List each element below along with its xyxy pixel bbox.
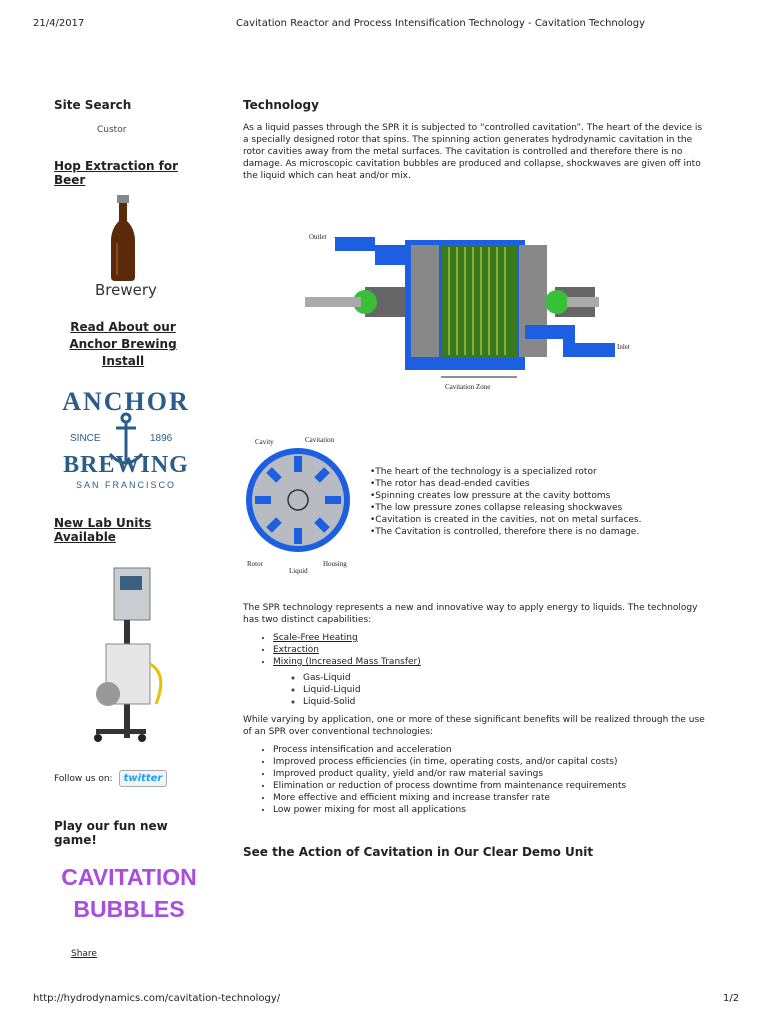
spr-cross-section-diagram (295, 225, 655, 395)
rotor-label: Rotor (247, 560, 263, 568)
demo-unit-heading: See the Action of Cavitation in Our Clear Demo Unit (243, 845, 594, 859)
lab-unit-machine-icon (78, 564, 188, 744)
capability-item (273, 644, 707, 656)
rotor-bullet: •Spinning creates low pressure at the cavity bottoms (370, 491, 611, 501)
mixing-types-list (273, 672, 707, 708)
intro-paragraph: As a liquid passes through the SPR it is subjected to “controlled cavitation”. The heart of the device is a specially designed rotor that spins. The spinning action generates hydrodynamic cavitation in the rotor cavities away from the metal surfaces. The cavitation is controlled and therefore there is no damage. As microscopic cavitation bubbles are produced and collapse, shockwaves are given off into the liquid which can heat and/or mix. (243, 123, 703, 181)
rotor-bullet: •The Cavitation is controlled, therefore there is no damage. (370, 527, 640, 537)
mixing-type-item: ◦ Liquid-Liquid (303, 684, 707, 696)
benefit-item: • Improved process efficiencies (in time, operating costs, and/or capital costs) (273, 756, 707, 768)
spr-capabilities-section (243, 602, 707, 816)
mixing-link[interactable]: Mixing (Increased Mass Transfer) (273, 657, 421, 667)
beer-bottle-icon (95, 193, 195, 293)
liquid-label: Liquid (289, 567, 308, 575)
mixing-type-item: ◦ Liquid-Solid (303, 696, 707, 708)
rotor-bullet: •The heart of the technology is a specialized rotor (370, 467, 597, 477)
cavitation-bubbles-game-link[interactable] (54, 861, 204, 925)
print-url: http://hydrodynamics.com/cavitation-technology/ (33, 993, 281, 1004)
site-search-input[interactable]: Custor (97, 125, 127, 135)
anchor-logo-city: SAN FRANCISCO (75, 480, 177, 490)
follow-us-label: Follow us on: (54, 773, 113, 784)
rotor-cavity-zone (441, 245, 517, 357)
game-title-line-1: CAVITATION (61, 864, 197, 890)
inlet-label: Inlet (617, 343, 630, 351)
outlet-label: Outlet (309, 233, 327, 241)
game-title-line-2: BUBBLES (73, 896, 185, 922)
benefits-list (243, 744, 707, 816)
rotor-bullet-list (370, 466, 670, 538)
new-lab-units-link[interactable]: New Lab Units Available (54, 516, 152, 544)
mixing-type-item: ◦ Gas-Liquid (303, 672, 707, 684)
sidebar (40, 98, 210, 959)
share-link[interactable]: Share (71, 949, 97, 959)
cavity-label: Cavity (255, 438, 274, 446)
benefit-item: • Elimination or reduction of process downtime from maintenance requirements (273, 780, 707, 792)
housing-label: Housing (323, 560, 347, 568)
rotor-bullet: •Cavitation is created in the cavities, not on metal surfaces. (370, 515, 642, 525)
play-game-heading: Play our fun new game! (54, 819, 168, 847)
print-page-title: Cavitation Reactor and Process Intensification Technology - Cavitation Technology (236, 18, 646, 29)
rotor-bullet: •The rotor has dead-ended cavities (370, 479, 530, 489)
anchor-brewing-link[interactable]: Read About our Anchor Brewing Install (69, 320, 177, 368)
technology-heading: Technology (243, 98, 319, 112)
hop-extraction-link[interactable]: Hop Extraction for Beer (54, 159, 179, 187)
anchor-logo-since: SINCE (70, 433, 101, 444)
spr-paragraph: The SPR technology represents a new and innovative way to apply energy to liquids. The technology has two distinct capabilities: (243, 603, 698, 625)
anchor-logo-bottom-text: BREWING (63, 452, 189, 478)
benefits-intro: While varying by application, one or more of these significant benefits will be realized through the use of an SPR over conventional technologies: (243, 715, 705, 737)
twitter-button[interactable]: twitter (119, 770, 168, 787)
extraction-link[interactable]: Extraction (273, 645, 319, 655)
capabilities-list (243, 632, 707, 708)
cavitation-label: Cavitation (305, 436, 335, 444)
shaft-right (567, 297, 599, 307)
anchor-logo-year: 1896 (150, 433, 173, 444)
brewery-image[interactable] (95, 193, 195, 299)
rotor-diagram (243, 430, 363, 575)
print-date: 21/4/2017 (33, 18, 85, 29)
outlet-pipe (335, 237, 375, 251)
shaft-left (305, 297, 361, 307)
benefit-item: • Improved product quality, yield and/or raw material savings (273, 768, 707, 780)
capability-item (273, 632, 707, 644)
anchor-logo-top-text: ANCHOR (62, 387, 190, 416)
rotor-bullet: •The low pressure zones collapse releasing shockwaves (370, 503, 623, 513)
benefit-item: • Process intensification and acceleration (273, 744, 707, 756)
benefit-item: • More effective and efficient mixing and increase transfer rate (273, 792, 707, 804)
cavitation-zone-label: Cavitation Zone (445, 383, 491, 391)
follow-row (54, 770, 210, 787)
right-seal (545, 290, 569, 314)
anchor-brewing-logo[interactable] (52, 376, 200, 496)
lab-unit-image[interactable] (78, 564, 188, 744)
benefit-item: • Low power mixing for most all applications (273, 804, 707, 816)
scale-free-heating-link[interactable]: Scale-Free Heating (273, 633, 358, 643)
capability-item (273, 656, 707, 708)
main-content (243, 98, 705, 182)
print-page-number: 1/2 (723, 993, 740, 1004)
brewery-label: Brewery (95, 281, 157, 299)
site-search-heading: Site Search (54, 98, 132, 112)
